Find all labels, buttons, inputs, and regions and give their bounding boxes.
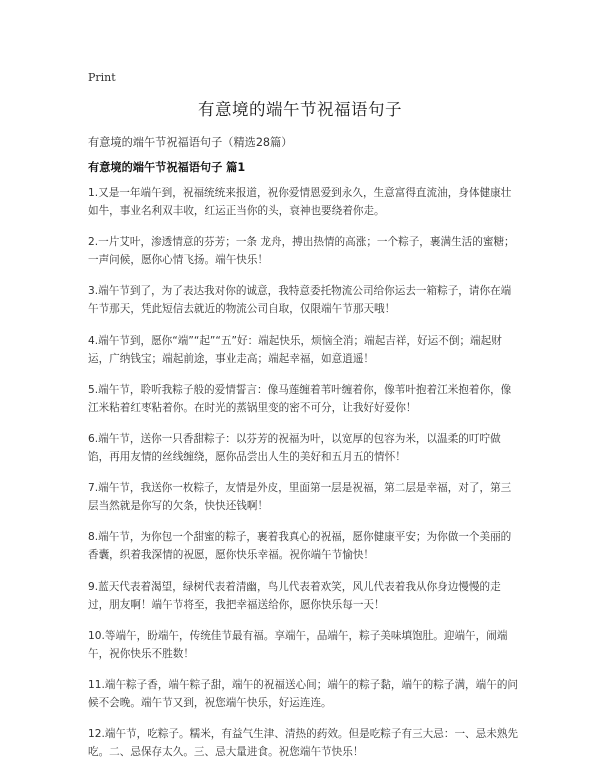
section-heading: 有意境的端午节祝福语句子 篇1 [88,161,246,174]
list-item: 9.蓝天代表着渴望，绿树代表着清幽，鸟儿代表着欢笑，风儿代表着我从你身边慢慢的走过，朋友啊！端午节将至，我把幸福送给你，愿你快乐每一天！ [88,580,501,611]
list-item: 11.端午粽子香，端午粽子甜，端午的祝福送心间；端午的粽子黏，端午的粽子满，端午的问候不会晚。端午节又到，祝您端午快乐，好运连连。 [88,678,519,709]
print-label[interactable]: Print [88,71,116,84]
list-item: 8.端午节，为你包一个甜蜜的粽子，裹着我真心的祝福，愿你健康平安；为你做一个美丽的香囊，织着我深情的祝愿，愿你快乐幸福。祝你端午节愉快！ [88,531,512,562]
list-item: 1.又是一年端午到，祝福统统来报道，祝你爱情恩爱到永久，生意富得直流油，身体健康壮如牛，事业名利双丰收，红运正当你的头，衰神也要绕着你走。 [88,187,512,217]
list-item: 7.端午节，我送你一枚粽子，友情是外皮，里面第一层是祝福，第二层是幸福，对了，第三层当然就是你写的欠条，快快还钱啊！ [88,482,512,513]
page-title: 有意境的端午节祝福语句子 [198,100,402,119]
list-item: 5.端午节，聆听我粽子般的爱情誓言：像马莲缠着苇叶缠着你，像苇叶抱着江米抱着你，像江米粘着红枣粘着你。在时光的蒸锅里变的密不可分，让我好好爱你！ [88,383,512,414]
list-item: 3.端午节到了，为了表达我对你的诚意，我特意委托物流公司给你运去一箱粽子，请你在端午节那天，凭此短信去就近的物流公司自取，仅限端午节那天哦！ [88,285,512,316]
list-item: 12.端午节，吃粽子。糯米，有益气生津、清热的药效。但是吃粽子有三大忌：一、忌未熟先吃。二、忌保存太久。三、忌大量进食。祝您端午节快乐！ [88,728,519,759]
list-item: 10.等端午，盼端午，传统佳节最有福。享端午，品端午，粽子美味填饱肚。迎端午，闹端午，祝你快乐不胜数！ [88,629,508,660]
list-item: 2.一片艾叶，渗透情意的芬芳；一条 龙舟，搏出热情的高涨；一个粽子，裹满生活的蜜糖；一声问候，愿你心情飞扬。端午快乐！ [88,236,515,267]
blessing-list [88,184,518,774]
subtitle: 有意境的端午节祝福语句子（精选28篇） [88,136,293,149]
list-item: 6.端午节，送你一只香甜粽子：以芬芳的祝福为叶，以宽厚的包容为米，以温柔的叮咛做馅，再用友情的丝线缠绕，愿你品尝出人生的美好和五月五的情怀！ [88,432,501,463]
list-item: 4.端午节到，愿你“端”“起”“五”好：端起快乐，烦恼全消；端起吉祥，好运不倒；端起财运，广纳钱宝；端起前途，事业走高；端起幸福，如意逍遥！ [88,334,502,365]
